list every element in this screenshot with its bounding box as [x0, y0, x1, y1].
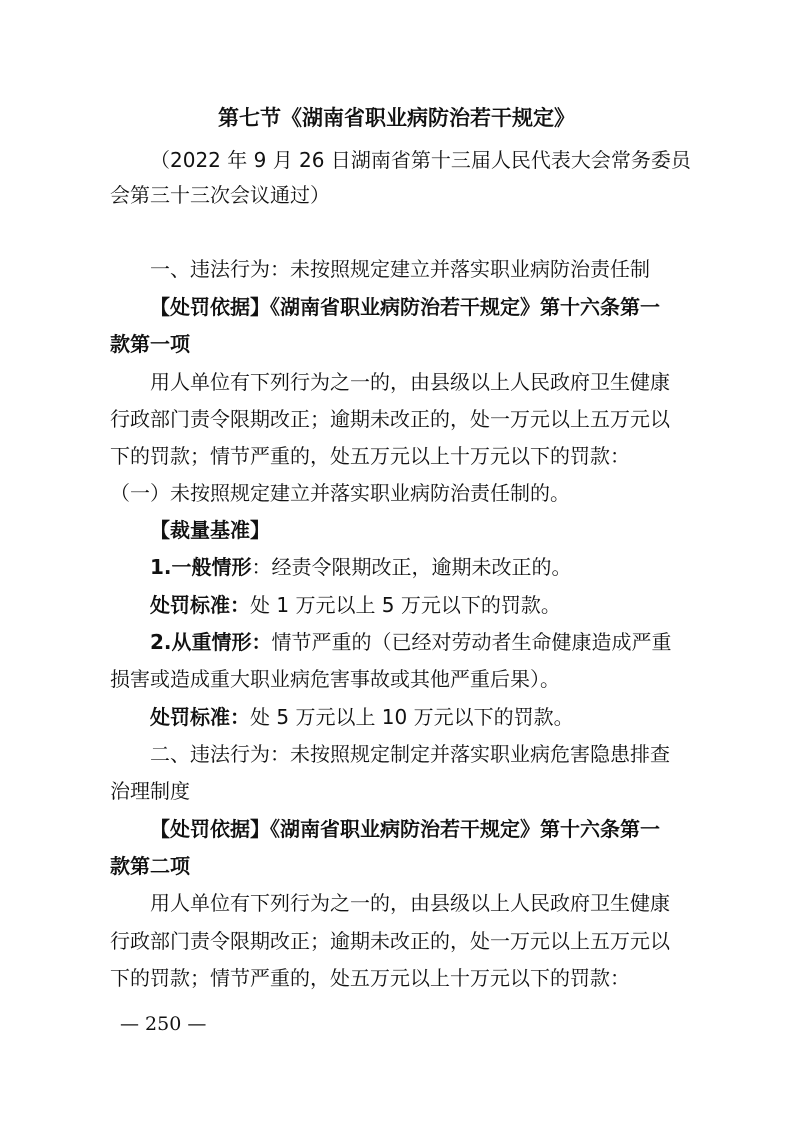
standard-label: 处罚标准：	[150, 705, 250, 729]
section1-body-line-2: 行政部门责令限期改正；逾期未改正的，处一万元以上五万元以	[110, 407, 670, 431]
standard-line-1	[150, 591, 700, 619]
criteria-heading: 【裁量基准】	[150, 518, 270, 542]
section2-heading-line-2: 治理制度	[110, 779, 190, 803]
serious-case-label: 2.从重情形：	[150, 630, 272, 654]
basis-label: 【处罚依据】	[150, 295, 270, 319]
serious-case-text: 情节严重的（已经对劳动者生命健康造成严重	[271, 630, 672, 654]
section2-body-line-2: 行政部门责令限期改正；逾期未改正的，处一万元以上五万元以	[110, 929, 670, 953]
standard-label: 处罚标准：	[150, 593, 250, 617]
page-number: — 250 —	[120, 1013, 207, 1035]
basis-label: 【处罚依据】	[150, 817, 270, 841]
section1-body-line-3: 下的罚款；情节严重的，处五万元以上十万元以下的罚款：	[110, 444, 630, 468]
section1-body-line-1: 用人单位有下列行为之一的，由县级以上人民政府卫生健康	[150, 370, 670, 394]
section1-basis-line-2: 款第一项	[110, 332, 190, 356]
basis-text: 《湖南省职业病防治若干规定》第十六条第一	[270, 295, 660, 319]
section1-heading: 一、违法行为：未按照规定建立并落实职业病防治责任制	[150, 257, 650, 281]
section2-basis-line-2: 款第二项	[110, 854, 190, 878]
section2-heading-line-1: 二、违法行为：未按照规定制定并落实职业病危害隐患排查	[150, 742, 670, 766]
standard-line-2	[150, 703, 700, 731]
section1-body-line-4: （一）未按照规定建立并落实职业病防治责任制的。	[110, 481, 570, 505]
section2-body-line-1: 用人单位有下列行为之一的，由县级以上人民政府卫生健康	[150, 891, 670, 915]
standard-text: 处 5 万元以上 10 万元以下的罚款。	[250, 705, 574, 729]
section1-basis-line-1	[150, 293, 700, 321]
page-title: 第七节《湖南省职业病防治若干规定》	[218, 105, 575, 130]
standard-text: 处 1 万元以上 5 万元以下的罚款。	[250, 593, 561, 617]
subtitle-line-1: （2022 年 9 月 26 日湖南省第十三届人民代表大会常务委员	[150, 148, 691, 172]
subtitle-line-2: 会第三十三次会议通过）	[110, 183, 330, 207]
basis-text: 《湖南省职业病防治若干规定》第十六条第一	[270, 817, 660, 841]
general-case-text: ：经责令限期改正，逾期未改正的。	[251, 555, 572, 579]
serious-case-line-1	[150, 628, 700, 656]
section2-body-line-3: 下的罚款；情节严重的，处五万元以上十万元以下的罚款：	[110, 966, 630, 990]
serious-case-line-2: 损害或造成重大职业病危害事故或其他严重后果）。	[110, 667, 560, 691]
general-case-line	[150, 553, 700, 581]
section2-basis-line-1	[150, 815, 700, 843]
general-case-label: 1.一般情形	[150, 555, 252, 579]
